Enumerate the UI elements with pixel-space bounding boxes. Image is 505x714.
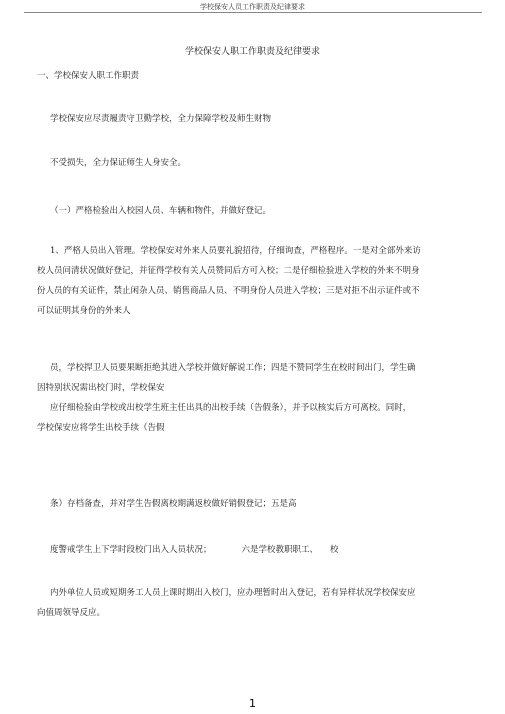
paragraph-line xyxy=(50,541,478,560)
paragraph-segment: 校 xyxy=(330,545,339,555)
paragraph-line: 内外单位人员或短期务工人员上课时期出入校门，应办理暂时出入登记，若有异样状况学校保安应 xyxy=(50,588,416,598)
section-heading: 一、学校保安人职工作职责 xyxy=(37,71,140,81)
paragraph-segment: 六是学校教职职工、 xyxy=(241,545,319,555)
paragraph-line: 学校保安应将学生出校手续（告假 xyxy=(37,423,165,433)
paragraph-line: 应仔细检验由学校或出校学生班主任出具的出校手续（告假条），并予以核实后方可离校。同时， xyxy=(50,403,412,413)
header-rule xyxy=(24,12,482,13)
document-title: 学校保安人职工作职责及纪律要求 xyxy=(184,47,320,57)
paragraph-line: 不受损失，全力保证师生人身安全。 xyxy=(50,158,187,168)
paragraph-line: 向值周领导反应。 xyxy=(37,608,106,618)
page-number: 1 xyxy=(249,697,256,710)
paragraph-line: 条）存档备查，并对学生告假离校期满返校做好销假登记；五是高 xyxy=(50,499,297,509)
paragraph-line: 校人员问清状况做好登记，并征得学校有关人员赞同后方可入校；二是仔细检验进入学校的外来不明身 xyxy=(37,266,420,276)
paragraph-line: 员，学校捍卫人员要果断拒绝其进入学校并做好解说工作；四是不赞同学生在校时间出门，学生确 xyxy=(50,363,416,373)
paragraph-segment: 度警戒学生上下学时段校门出入人员状况； xyxy=(50,545,212,555)
paragraph-line: 因特别状况需出校门时，学校保安 xyxy=(37,383,165,393)
paragraph-line: 可以证明其身份的外来人 xyxy=(37,306,131,316)
paragraph-line: 学校保安应尽责履责守卫勤学校，全力保障学校及师生财物 xyxy=(50,114,272,124)
running-header: 学校保安人员工作职责及纪律要求 xyxy=(200,3,305,11)
paragraph-line: 1、严格人员出入管理。学校保安对外来人员要礼貌招待，仔细询查，严格程序。一是对全部外来访 xyxy=(50,246,421,256)
paragraph-line: 份人员的有关证件，禁止闲杂人员、销售商品人员、不明身份人员进入学校；三是对拒不出示证件或不 xyxy=(37,286,420,296)
subsection-heading: （一）严格检验出入校园人员、车辆和物件，并做好登记。 xyxy=(50,206,272,216)
